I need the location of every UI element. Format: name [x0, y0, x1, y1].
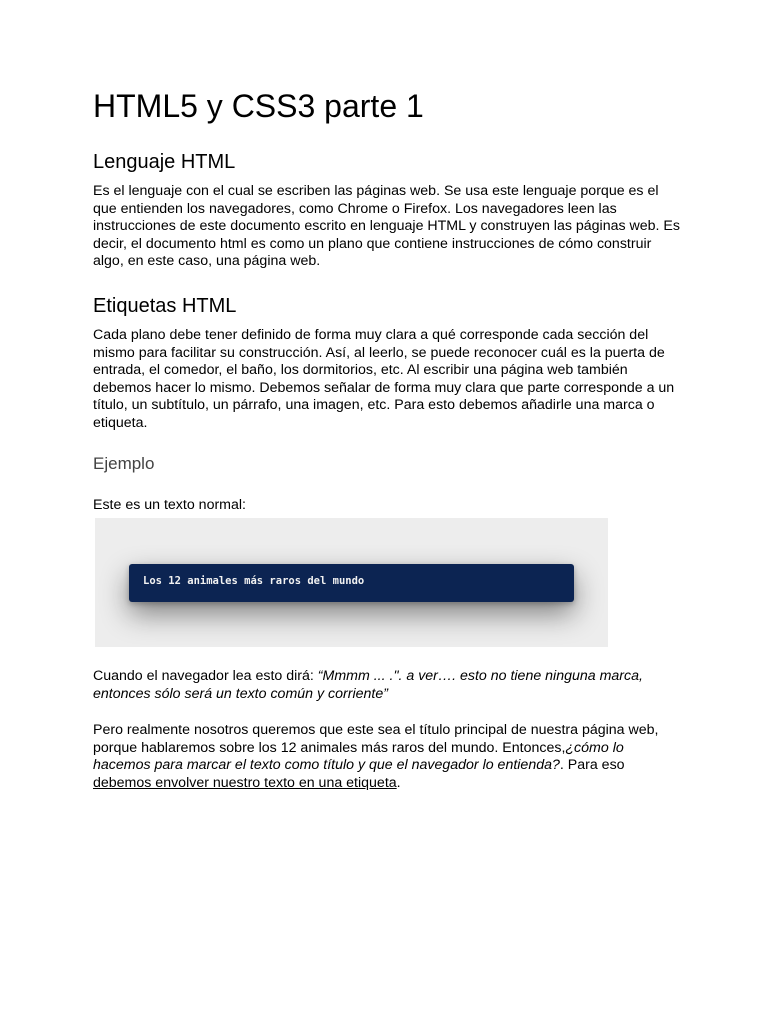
- section-heading-ejemplo: Ejemplo: [93, 454, 155, 473]
- code-screenshot: [95, 518, 608, 647]
- section-heading-etiquetas: Etiquetas HTML: [93, 295, 237, 317]
- code-text: Los 12 animales más raros del mundo: [143, 575, 365, 587]
- example-paragraph-2: [93, 722, 683, 792]
- section-heading-lenguaje: Lenguaje HTML: [93, 151, 236, 173]
- p1-plain: Cuando el navegador lea esto dirá:: [93, 668, 318, 684]
- p1-italic: “Mmmm ... .". a ver…. esto no tiene ninguna marca, entonces sólo será un texto común y corriente”: [93, 668, 643, 702]
- example-paragraph-1: [93, 668, 683, 703]
- page-title: HTML5 y CSS3 parte 1: [93, 88, 424, 124]
- p2-end: .: [396, 774, 401, 791]
- p2-after: . Para eso: [559, 757, 625, 774]
- p2-plain: Pero realmente nosotros queremos que este sea el título principal de nuestra página web, porque hablaremos sobre los 12 animales más raros del mundo. Entonces,: [93, 722, 659, 756]
- p2-underlined: debemos envolver nuestro texto en una etiqueta: [93, 774, 397, 791]
- example-intro: Este es un texto normal:: [93, 497, 246, 513]
- section-body-lenguaje: Es el lenguaje con el cual se escriben las páginas web. Se usa este lenguaje porque es el que entienden los navegadores, como Chrome o Firefox. Los navegadores leen las instrucciones de este documento escrito en lenguaje HTML y construyen las páginas web. Es decir, el documento html es como un plano que contiene instrucciones de cómo construir algo, en este caso, una página web.: [93, 183, 680, 270]
- section-body-etiquetas: Cada plano debe tener definido de forma muy clara a qué corresponde cada sección del mismo para facilitar su construcción. Así, al leerlo, se puede reconocer cuál es la puerta de entrada, el comedor, el baño, los dormitorios, etc. Al escribir una página web también debemos hacer lo mismo. Debemos señalar de forma muy clara que parte corresponde a un título, un subtítulo, un párrafo, una imagen, etc. Para esto debemos añadirle una marca o etiqueta.: [93, 327, 675, 431]
- code-bar: [129, 564, 574, 602]
- p2-italic: ¿cómo lo hacemos para marcar el texto como título y que el navegador lo entienda?: [93, 739, 624, 774]
